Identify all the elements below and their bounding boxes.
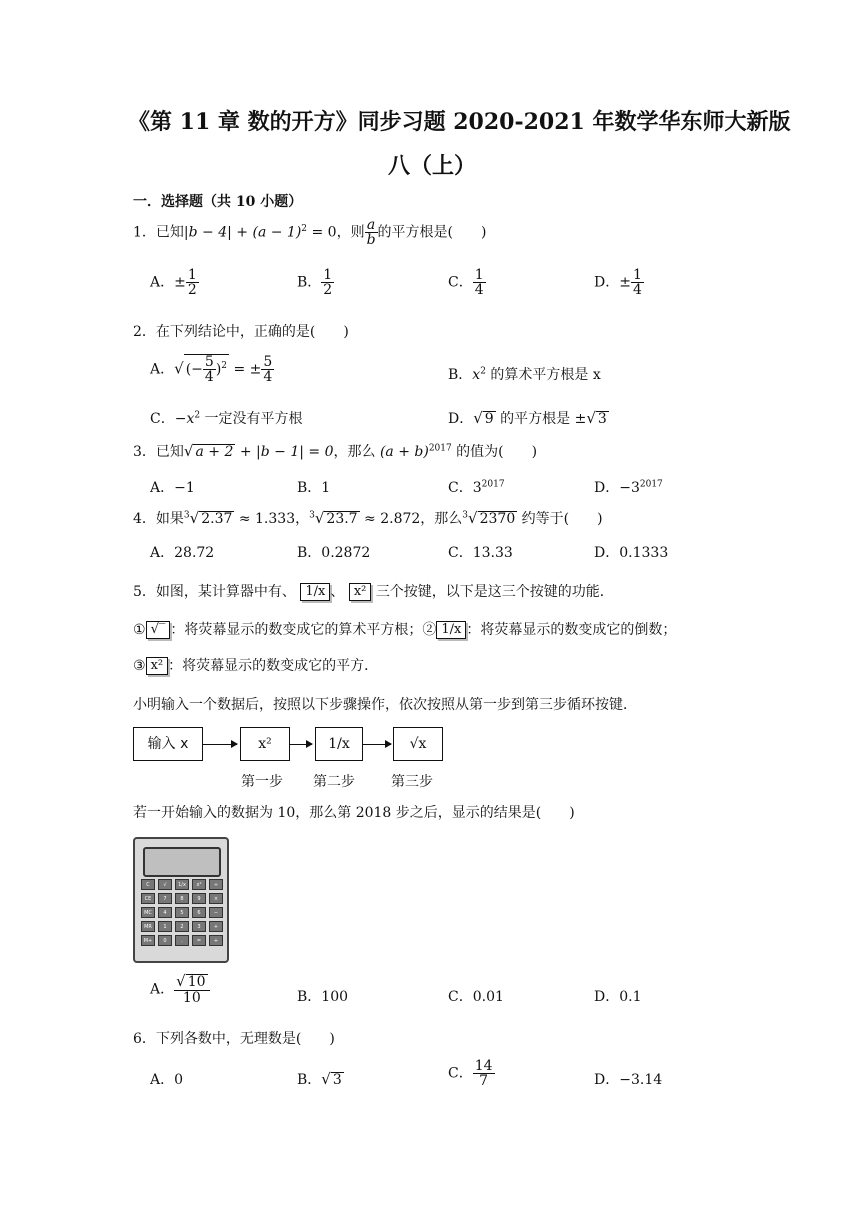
flow-arrow	[363, 744, 391, 745]
option-c[interactable]	[150, 408, 303, 428]
option-b[interactable]	[297, 986, 348, 1006]
question-text: ，那么	[420, 511, 463, 527]
question-text: 如果	[155, 511, 184, 527]
exponent: 2017	[639, 479, 663, 490]
option-b[interactable]	[297, 477, 330, 497]
exponent: 2	[301, 223, 308, 234]
function-text: ：将荧幕显示的数变成它的算术平方根；	[170, 622, 423, 638]
numerator: 5	[204, 354, 214, 370]
question-text: 已知	[155, 444, 184, 460]
radicand: 23.7	[326, 511, 358, 527]
option-label: B．	[297, 545, 322, 561]
math-text: )	[215, 361, 222, 378]
radical-icon: √	[473, 409, 483, 427]
numerator	[174, 974, 209, 991]
question-number: 4．	[133, 511, 156, 527]
math-text: = ±	[229, 361, 262, 378]
math-variable: x	[472, 367, 481, 383]
calculator-key: 9	[192, 893, 206, 904]
option-value: 28.72	[174, 545, 215, 561]
question-text: ，	[295, 511, 310, 527]
option-d[interactable]	[594, 542, 668, 562]
calculator-key: x²	[192, 879, 206, 890]
option-d[interactable]	[594, 1069, 662, 1089]
question-text: 在下列结论中，正确的是( )	[155, 324, 349, 340]
option-label: A．	[150, 480, 175, 496]
fraction	[631, 268, 644, 297]
exponent: 2	[194, 410, 201, 421]
option-label: A．	[150, 1072, 175, 1088]
calculator-key: CE	[141, 893, 155, 904]
calculator-key: 2	[175, 921, 189, 932]
numerator: 1	[474, 267, 484, 283]
question-5	[133, 581, 614, 601]
numerator: 1	[187, 267, 197, 283]
calculator-key: +	[209, 935, 223, 946]
calculator-image	[133, 837, 229, 963]
option-text: 的平方根是 ±	[495, 411, 587, 427]
function-text: ：将荧幕显示的数变成它的倒数；	[466, 622, 677, 638]
question-number: 6．	[133, 1031, 156, 1047]
question-1	[133, 218, 486, 247]
option-a[interactable]	[150, 542, 214, 562]
document-title-line-2: 八（上）	[388, 153, 477, 179]
option-a[interactable]	[150, 477, 195, 497]
calculator-key: 1/x	[175, 879, 189, 890]
question-4	[133, 508, 603, 528]
square-key-icon: x²	[349, 583, 372, 601]
step-2-label: 第二步	[313, 774, 355, 790]
key-functions-line	[133, 619, 676, 639]
math-expression: |b − 4| + (a − 1)	[183, 224, 302, 241]
option-label: B．	[297, 274, 322, 291]
calculator-key: ×	[209, 893, 223, 904]
numerator: 5	[263, 354, 273, 370]
option-label: C．	[448, 274, 473, 291]
option-label: D．	[594, 545, 620, 561]
flow-square-box: x²	[240, 727, 290, 761]
question-text: 下列各数中，无理数是( )	[155, 1031, 335, 1047]
option-d[interactable]	[594, 986, 642, 1006]
option-label: C．	[150, 411, 175, 427]
radicand	[184, 354, 229, 384]
option-b[interactable]	[297, 542, 370, 562]
calculator-key: =	[192, 935, 206, 946]
question-text: ，那么	[333, 444, 380, 460]
option-value: 0.2872	[321, 545, 371, 561]
option-label: C．	[448, 989, 473, 1005]
circled-number: ③	[133, 658, 146, 674]
calculator-key: ÷	[209, 879, 223, 890]
key-function-3	[133, 655, 378, 675]
flow-arrow	[203, 744, 237, 745]
radical-icon: √	[174, 359, 184, 378]
option-value: 0.1	[619, 989, 642, 1005]
calculator-key: 8	[175, 893, 189, 904]
radical-icon: √	[321, 1070, 331, 1088]
option-label: D．	[594, 1072, 620, 1088]
option-text: 一定没有平方根	[200, 411, 303, 427]
procedure-description: 小明输入一个数据后，按照以下步骤操作，依次按照从第一步到第三步循环按键．	[133, 697, 637, 713]
square-key-icon: x²	[146, 657, 169, 675]
reciprocal-key-icon: 1/x	[300, 583, 330, 601]
fraction	[203, 355, 216, 384]
option-label: D．	[594, 480, 620, 496]
question-text: ，则	[336, 224, 365, 241]
option-c[interactable]	[448, 477, 505, 497]
option-a[interactable]	[150, 1069, 183, 1089]
denominator: 4	[474, 282, 484, 298]
flow-sqrt-box: √x	[393, 727, 443, 761]
option-a[interactable]	[150, 268, 199, 297]
calculator-screen	[143, 847, 221, 877]
option-value: −1	[174, 480, 195, 496]
option-sign: ±	[174, 274, 186, 291]
option-d[interactable]	[594, 268, 644, 297]
question-text: 、	[281, 584, 296, 600]
option-value: 3	[472, 480, 482, 496]
numerator: a	[365, 218, 378, 233]
question-3	[133, 441, 537, 461]
question-6	[133, 1028, 335, 1048]
calculator-key: 7	[158, 893, 172, 904]
calculator-key: 1	[158, 921, 172, 932]
math-text: (−	[185, 361, 203, 378]
calculator-key: −	[209, 907, 223, 918]
math-expression: (a + b)	[379, 444, 429, 460]
denominator: 10	[182, 990, 201, 1007]
radical-icon: √	[586, 409, 596, 427]
calculator-key: 3	[192, 921, 206, 932]
math-variable: −x	[174, 411, 195, 427]
radical-icon: √	[183, 442, 194, 460]
denominator: 4	[204, 369, 214, 385]
fraction	[365, 218, 378, 247]
exponent: 2	[221, 360, 228, 371]
denominator: 2	[187, 282, 197, 298]
radicand: 10	[187, 974, 206, 990]
question-text: 的平方根是( )	[377, 224, 487, 241]
question-number: 2．	[133, 324, 156, 340]
fraction	[473, 268, 486, 297]
fraction	[186, 268, 199, 297]
fraction	[321, 268, 334, 297]
option-value: −3.14	[619, 1072, 663, 1088]
option-c[interactable]	[448, 268, 486, 297]
option-label: B．	[297, 989, 322, 1005]
option-label: B．	[297, 1072, 322, 1088]
function-text: ：将荧幕显示的数变成它的平方．	[168, 658, 379, 674]
circled-number: ①	[133, 622, 146, 638]
calculator-key: 5	[175, 907, 189, 918]
reciprocal-key-icon: 1/x	[436, 621, 466, 639]
calculator-key: MC	[141, 907, 155, 918]
question-text: 如图，某计算器中有	[155, 584, 282, 600]
option-label: C．	[448, 545, 473, 561]
radical-icon: √	[468, 509, 478, 527]
option-value: −3	[619, 480, 640, 496]
numerator: 14	[474, 1058, 493, 1074]
calculator-key: 0	[158, 935, 172, 946]
question-5-prompt: 若一开始输入的数据为 10，那么第 2018 步之后，显示的结果是( )	[133, 805, 575, 821]
question-text: 的值为( )	[451, 444, 538, 460]
question-number: 3．	[133, 444, 156, 460]
radicand: 9	[484, 411, 494, 427]
calculator-key: C	[141, 879, 155, 890]
option-label: B．	[297, 480, 322, 496]
radicand: 3	[332, 1072, 342, 1088]
option-value: 0.1333	[619, 545, 669, 561]
option-label: A．	[150, 981, 175, 998]
root-index: 3	[462, 510, 469, 521]
option-c[interactable]	[448, 986, 504, 1006]
option-label: A．	[150, 274, 175, 291]
math-text: ≈ 1.333	[234, 511, 296, 527]
option-label: D．	[594, 989, 620, 1005]
option-value: 0	[174, 1072, 184, 1088]
math-text: ≈ 2.872	[359, 511, 421, 527]
flow-input-box: 输入 x	[133, 727, 203, 761]
root-index: 3	[183, 510, 190, 521]
option-value: 100	[321, 989, 349, 1005]
fraction	[473, 1059, 495, 1088]
question-text: 三个按键，以下是这三个按键的功能．	[375, 584, 614, 600]
option-text: 的算术平方根是 x	[485, 367, 601, 383]
option-c[interactable]	[448, 542, 513, 562]
calculator-key: 6	[192, 907, 206, 918]
option-value: 13.33	[472, 545, 513, 561]
exponent: 2	[480, 366, 486, 377]
math-expression: + |b − 1| = 0	[235, 444, 334, 460]
exponent: 2017	[481, 479, 505, 490]
radical-icon: √	[176, 972, 186, 990]
calculator-key: √	[158, 879, 172, 890]
option-a[interactable]	[150, 974, 210, 1005]
radicand: 2.37	[201, 511, 233, 527]
circled-number: ②	[422, 622, 437, 638]
option-label: A．	[150, 361, 175, 378]
question-2	[133, 321, 349, 341]
exponent: 2017	[428, 443, 452, 454]
numerator: 1	[323, 267, 333, 283]
option-d[interactable]	[448, 408, 609, 428]
calculator-key: MR	[141, 921, 155, 932]
step-1-label: 第一步	[241, 774, 283, 790]
question-text: 已知	[155, 224, 184, 241]
option-value: 0.01	[472, 989, 504, 1005]
option-b[interactable]	[297, 1069, 344, 1089]
denominator: 2	[323, 282, 333, 298]
step-3-label: 第三步	[391, 774, 433, 790]
option-label: A．	[150, 545, 175, 561]
section-header: 一．选择题（共 10 小题）	[133, 194, 303, 210]
option-d[interactable]	[594, 477, 663, 497]
question-text: 约等于( )	[517, 511, 603, 527]
option-label: B．	[448, 367, 473, 383]
denominator: 7	[479, 1073, 489, 1089]
radicand: a + 2	[195, 444, 234, 460]
radical-icon: √	[189, 509, 200, 527]
option-value: 1	[321, 480, 331, 496]
denominator: 4	[263, 369, 273, 385]
option-b[interactable]	[297, 268, 334, 297]
document-title-line-1: 《第 11 章 数的开方》同步习题 2020-2021 年数学华东师大新版	[128, 109, 791, 135]
option-a[interactable]	[150, 354, 274, 384]
option-b[interactable]	[448, 364, 601, 384]
option-label: D．	[448, 411, 474, 427]
radicand: 3	[597, 411, 607, 427]
math-equals: = 0	[307, 224, 337, 241]
denominator: b	[366, 232, 376, 248]
option-label: C．	[448, 1065, 473, 1082]
calculator-key: 4	[158, 907, 172, 918]
denominator: 4	[632, 282, 642, 298]
root-index: 3	[309, 510, 315, 521]
question-text: 、	[330, 584, 345, 600]
radical-icon: √	[314, 509, 325, 527]
question-number: 1．	[133, 224, 156, 241]
fraction	[261, 355, 274, 384]
option-label: D．	[594, 274, 620, 291]
option-c[interactable]	[448, 1059, 495, 1088]
fraction	[174, 974, 209, 1005]
flow-reciprocal-box: 1/x	[315, 727, 363, 761]
option-label: C．	[448, 480, 473, 496]
option-sign: ±	[619, 274, 631, 291]
calculator-key: M+	[141, 935, 155, 946]
calculator-key: +	[209, 921, 223, 932]
sqrt-key-icon: √‾	[146, 621, 171, 639]
numerator: 1	[632, 267, 642, 283]
radicand: 2370	[479, 511, 516, 527]
question-number: 5．	[133, 584, 156, 600]
calculator-key: .	[175, 935, 189, 946]
calculator-keypad	[141, 879, 223, 946]
flow-arrow	[290, 744, 312, 745]
